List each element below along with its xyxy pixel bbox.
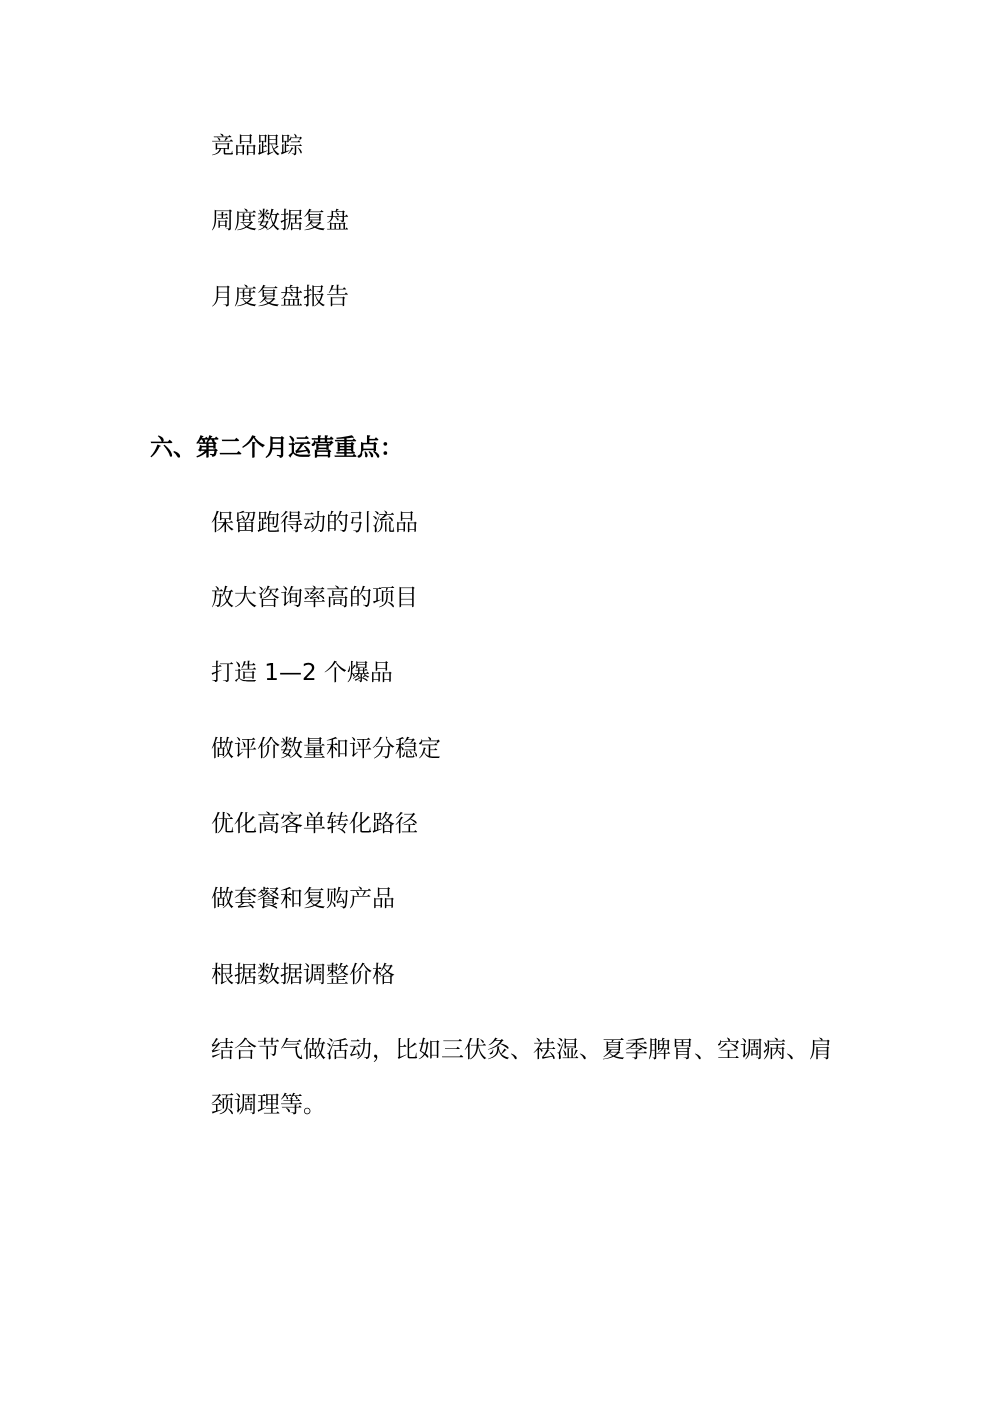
list-item: 放大咨询率高的项目	[211, 585, 418, 611]
list-item: 保留跑得动的引流品	[211, 510, 418, 536]
list-item-paragraph: 结合节气做活动，比如三伏灸、祛湿、夏季脾胃、空调病、肩颈调理等。	[211, 1037, 832, 1118]
list-item: 做套餐和复购产品	[211, 886, 395, 912]
list-item: 月度复盘报告	[211, 284, 349, 310]
section-heading: 六、第二个月运营重点：	[150, 435, 403, 461]
list-item: 竞品跟踪	[211, 133, 303, 159]
list-item: 做评价数量和评分稳定	[211, 736, 441, 762]
list-item: 优化高客单转化路径	[211, 811, 418, 837]
list-item: 周度数据复盘	[211, 208, 349, 234]
list-item: 打造 1—2 个爆品	[211, 660, 393, 686]
list-item: 根据数据调整价格	[211, 962, 395, 988]
